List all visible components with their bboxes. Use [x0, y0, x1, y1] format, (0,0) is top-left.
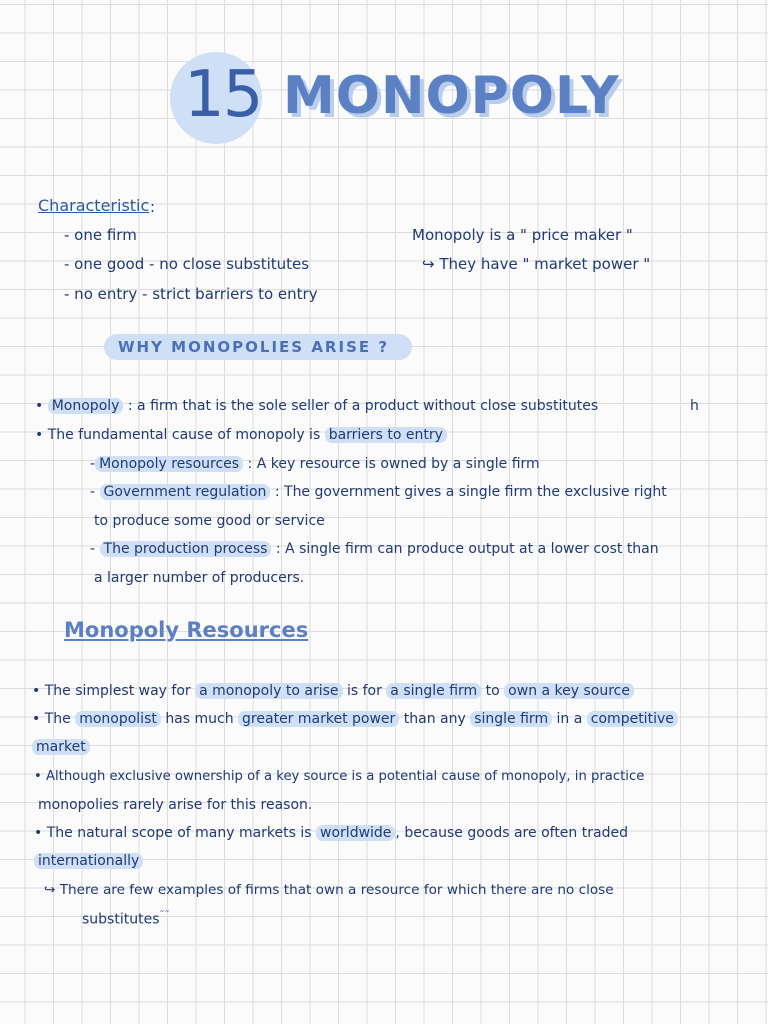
production-term: The production process [100, 541, 272, 557]
why-bullet-2 [35, 427, 447, 443]
chapter-number: 15 [184, 58, 262, 132]
monopoly-term: Monopoly [48, 398, 124, 414]
monopoly-definition: : a firm that is the sole seller of a product without close substitutes [127, 398, 599, 414]
barriers-term: barriers to entry [325, 427, 447, 443]
resources-desc: : A key resource is owned by a single firm [247, 456, 540, 472]
r1-text-c: is for [346, 683, 382, 699]
r2-text-g: in a [556, 711, 583, 727]
r2-highlight-market: market [32, 739, 90, 755]
r2-highlight-monopolist: monopolist [75, 711, 161, 727]
why-sub-3-cont: a larger number of producers. [94, 570, 305, 586]
why-sub-3 [90, 541, 659, 557]
resources-bullet-1 [32, 683, 634, 699]
r2-text-c: has much [165, 711, 234, 727]
why-sub-1 [90, 456, 540, 472]
r1-highlight-arise: a monopoly to arise [195, 683, 342, 699]
characteristic-heading-text: Characteristic [38, 196, 150, 215]
characteristic-heading [38, 196, 149, 215]
characteristic-item-2: - one good - no close substitutes [64, 255, 310, 273]
why-sub-2 [90, 484, 667, 500]
r2-highlight-power: greater market power [238, 711, 399, 727]
r1-text-a: • The simplest way for [32, 683, 191, 699]
resources-bullet-3-cont: monopolies rarely arise for this reason. [38, 797, 313, 813]
resources-heading: Monopoly Resources [64, 618, 309, 642]
price-maker-line: Monopoly is a " price maker " [412, 226, 633, 244]
r4-highlight-worldwide: worldwide [316, 825, 395, 841]
r2-text-a: • The [32, 711, 71, 727]
r1-highlight-source: own a key source [504, 683, 634, 699]
characteristic-item-1: - one firm [64, 226, 137, 244]
stray-mark: h [690, 398, 699, 414]
resources-bullet-4-cont [34, 853, 143, 869]
r2-highlight-single-firm: single firm [470, 711, 552, 727]
resources-bullet-2 [32, 711, 678, 727]
r2-text-e: than any [403, 711, 466, 727]
dash: - [90, 541, 96, 557]
substitutes-word: substitutes [82, 911, 160, 928]
dash: - [90, 484, 96, 500]
page-title: MONOPOLY [283, 66, 620, 126]
fundamental-cause-text: The fundamental cause of monopoly is [47, 427, 321, 443]
regulation-desc: : The government gives a single firm the exclusive right [274, 484, 667, 500]
bullet-dot: • [35, 427, 44, 443]
tilde-mark: ˜˜ [159, 910, 170, 921]
r2-highlight-competitive: competitive [587, 711, 678, 727]
characteristic-colon: : [150, 198, 156, 216]
resources-bullet-2-cont [32, 739, 90, 755]
production-desc: : A single firm can produce output at a lower cost than [275, 541, 659, 557]
characteristic-item-3: - no entry - strict barriers to entry [64, 285, 318, 303]
dash: - [90, 456, 96, 472]
r4-highlight-internationally: internationally [34, 853, 143, 869]
bullet-dot: • [35, 398, 44, 414]
resources-bullet-4 [34, 825, 628, 841]
regulation-term: Government regulation [100, 484, 271, 500]
resources-arrow-note: ↪ There are few examples of firms that own a resource for which there are no close [44, 882, 614, 898]
resources-bullet-3: • Although exclusive ownership of a key source is a potential cause of monopoly, in practice [34, 769, 645, 784]
why-heading: WHY MONOPOLIES ARISE ? [118, 338, 390, 356]
resources-term: Monopoly resources [95, 456, 243, 472]
why-sub-2-cont: to produce some good or service [94, 513, 325, 529]
resources-arrow-note-cont [82, 910, 170, 928]
r4-text-c: , because goods are often traded [395, 825, 628, 841]
r1-text-e: to [485, 683, 500, 699]
r4-text-a: • The natural scope of many markets is [34, 825, 312, 841]
market-power-line: ↪ They have " market power " [422, 255, 651, 273]
r1-highlight-firm: a single firm [386, 683, 481, 699]
why-bullet-1 [35, 398, 598, 414]
